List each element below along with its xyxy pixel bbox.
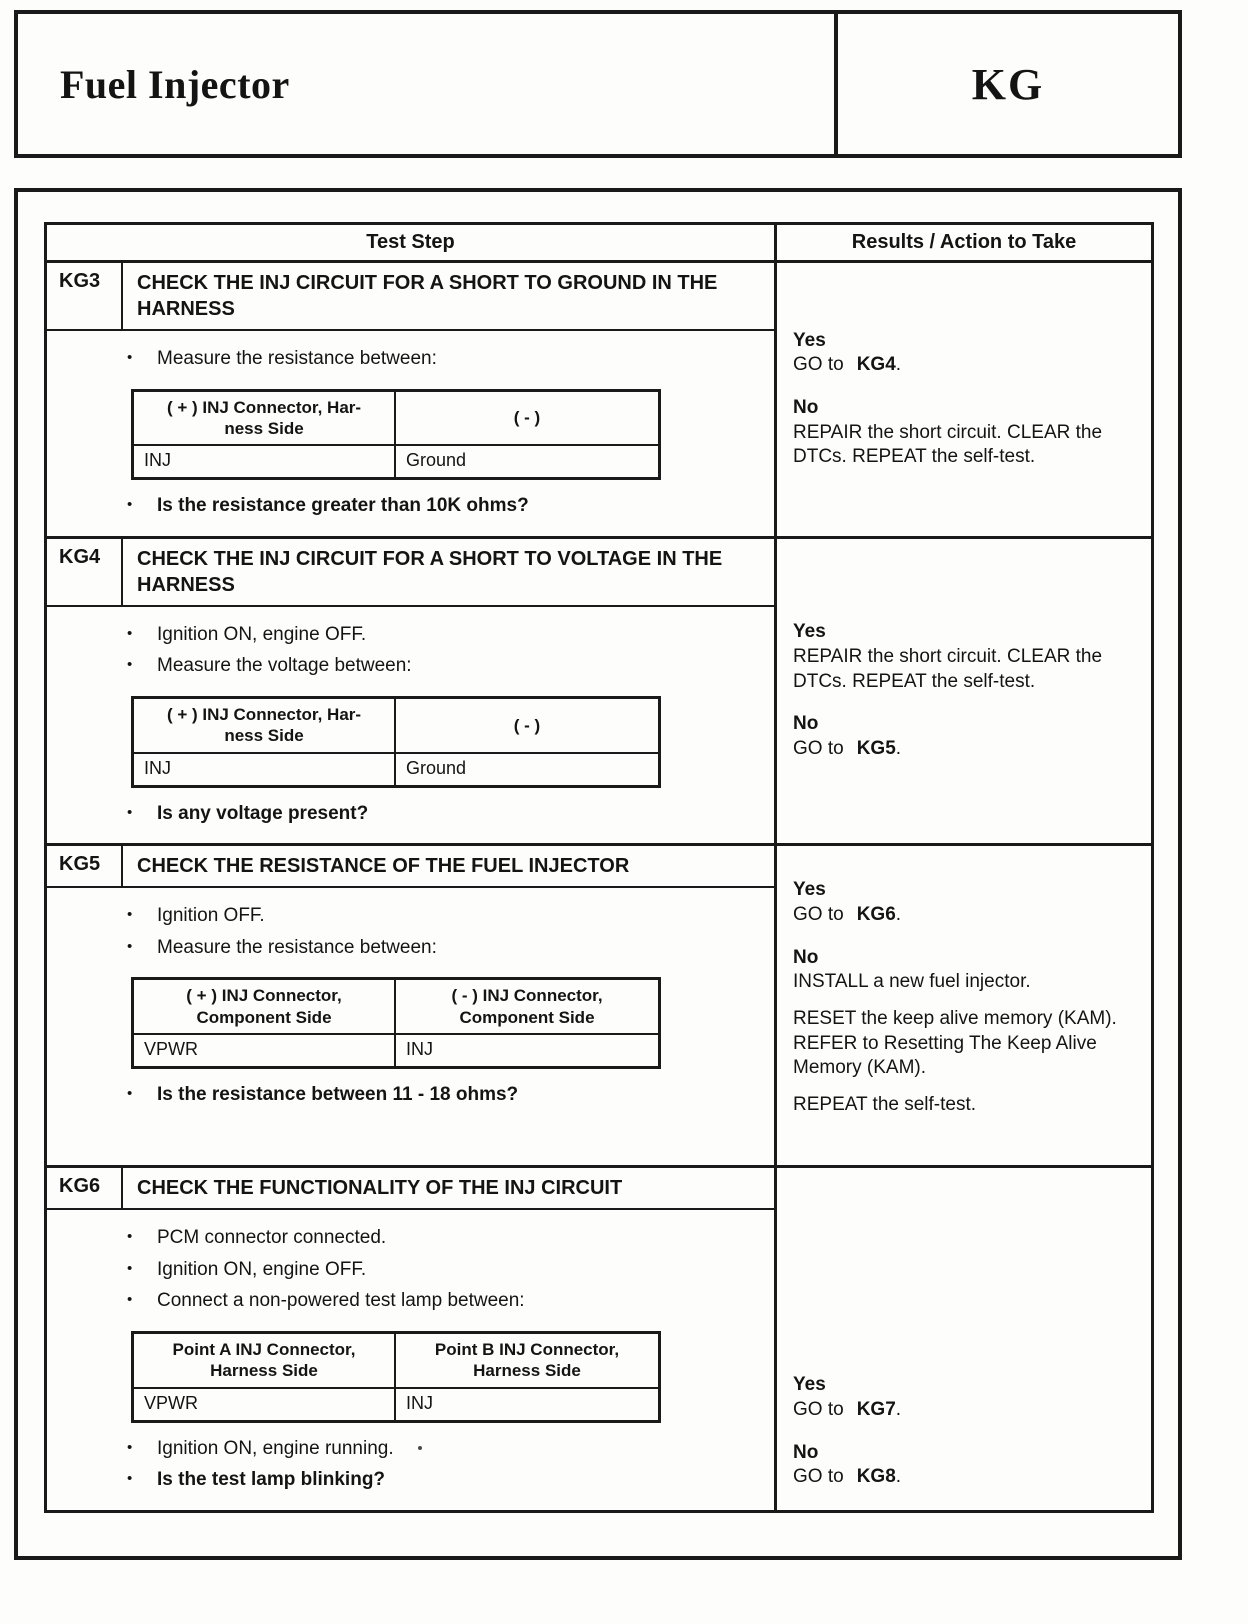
result-label: No — [793, 946, 819, 968]
result-group — [793, 396, 1135, 470]
step-text: Ignition ON, engine OFF. — [157, 1258, 367, 1280]
pin-table-header-line: Component Side — [459, 1007, 595, 1027]
result-line — [793, 1398, 1135, 1423]
pin-table-header-cell — [134, 699, 396, 752]
step-text: Connect a non-powered test lamp between: — [157, 1290, 525, 1312]
result-line — [793, 1465, 1135, 1490]
step-bullet — [47, 900, 774, 932]
pin-table-cell: INJ — [134, 754, 396, 785]
scan-artifact-dot — [418, 1446, 422, 1450]
result-text: REPEAT the self-test. — [793, 1094, 977, 1116]
result-label: Yes — [793, 621, 826, 643]
section-title-row — [47, 263, 774, 331]
result-label: No — [793, 397, 819, 419]
step-bullet — [47, 619, 774, 651]
bullet-marker: • — [127, 1228, 133, 1246]
step-text: Measure the resistance between: — [157, 348, 437, 369]
pin-table-header-cell — [134, 980, 396, 1033]
pin-table-cell: VPWR — [134, 1389, 396, 1420]
pin-table-header-cell — [134, 1334, 396, 1387]
bullet-marker: • — [127, 937, 133, 955]
pin-table-row — [134, 1389, 658, 1420]
go-prefix: GO to — [793, 1398, 844, 1420]
go-suffix: . — [895, 1466, 902, 1488]
pin-table-header-cell — [396, 699, 658, 752]
pin-table-header — [134, 392, 658, 447]
step-text: Ignition OFF. — [157, 905, 265, 927]
page-header-right — [834, 14, 1178, 154]
step-text: Ignition ON, engine running. — [157, 1437, 394, 1459]
pin-table-header-line: ( + ) INJ Connector, — [186, 986, 342, 1006]
go-target: KG7 — [856, 1398, 896, 1420]
section-title-row — [47, 846, 774, 888]
step-text: Measure the resistance between: — [157, 936, 437, 958]
result-text: REPAIR the short circuit. CLEAR the DTCs. REPEAT the self-test. — [793, 421, 1103, 468]
pin-table-header — [134, 1334, 658, 1389]
result-text: INSTALL a new fuel injector. — [793, 971, 1031, 993]
result-text: RESET the keep alive memory (KAM). REFER to Resetting The Keep Alive Memory (KAM). — [793, 1007, 1117, 1079]
go-prefix: GO to — [793, 354, 844, 376]
pin-table-header-line: ( - ) — [513, 715, 541, 735]
pin-table-header-line: Component Side — [196, 1007, 332, 1027]
test-section — [47, 1168, 1151, 1510]
result-label: No — [793, 713, 819, 735]
go-suffix: . — [895, 1398, 902, 1420]
result-line — [793, 737, 1135, 762]
pin-table-cell: Ground — [406, 757, 467, 778]
go-suffix: . — [895, 903, 902, 925]
pin-table-cell: Ground — [406, 450, 467, 471]
go-prefix: GO to — [793, 1466, 844, 1488]
result-label: No — [793, 1441, 819, 1463]
sections-host — [47, 263, 1151, 1510]
section-id: KG4 — [47, 539, 123, 605]
step-text: Is any voltage present? — [157, 802, 369, 824]
result-group — [793, 1441, 1135, 1490]
pin-table-header-line: ( - ) — [513, 408, 541, 428]
main-frame — [14, 188, 1182, 1560]
step-bullet — [47, 1079, 774, 1111]
section-content — [47, 331, 774, 536]
step-bullet — [47, 1464, 774, 1496]
results-cell — [777, 1168, 1151, 1510]
go-prefix: GO to — [793, 903, 844, 925]
result-group — [793, 620, 1135, 694]
bullet-marker: • — [127, 1084, 133, 1102]
step-bullet — [47, 932, 774, 964]
result-group — [793, 946, 1135, 1118]
results-cell — [777, 846, 1151, 1165]
pin-connector-table — [131, 977, 661, 1069]
section-title-row — [47, 539, 774, 607]
step-text: Is the test lamp blinking? — [157, 1469, 386, 1491]
result-label: Yes — [793, 879, 826, 901]
bullet-marker: • — [127, 496, 133, 514]
result-label: Yes — [793, 1374, 826, 1396]
result-line — [793, 353, 1135, 378]
go-target: KG6 — [856, 903, 896, 925]
go-target: KG5 — [856, 738, 896, 760]
step-bullet — [47, 490, 774, 522]
result-group — [793, 712, 1135, 761]
result-group — [793, 878, 1135, 927]
bullet-marker: • — [127, 803, 133, 821]
pin-connector-table — [131, 696, 661, 788]
pin-table-header-line: ( + ) INJ Connector, Har- — [166, 397, 362, 417]
pin-connector-table — [131, 1331, 661, 1423]
pin-table-header-line: Harness Side — [473, 1361, 581, 1381]
column-header-results: Results / Action to Take — [851, 231, 1077, 253]
section-id: KG6 — [47, 1168, 123, 1208]
test-step-cell — [47, 263, 777, 536]
pin-table-header-cell — [396, 980, 658, 1033]
result-line — [793, 1007, 1135, 1081]
pin-connector-table — [131, 389, 661, 481]
pin-table-row — [134, 446, 658, 477]
diagnostic-table — [44, 222, 1154, 1513]
pin-table-row — [134, 1035, 658, 1066]
section-title-row — [47, 1168, 774, 1210]
go-target: KG8 — [856, 1466, 896, 1488]
step-text: Measure the voltage between: — [157, 655, 412, 677]
pin-table-header-cell — [134, 392, 396, 445]
pin-table-header-line: Harness Side — [210, 1361, 318, 1381]
pinpoint-test-code: KG — [971, 59, 1045, 109]
step-bullet — [47, 1285, 774, 1317]
pin-table-header-cell — [396, 392, 658, 445]
pin-table-row — [134, 754, 658, 785]
go-prefix: GO to — [793, 738, 844, 760]
pin-table-header-line: Point B INJ Connector, — [434, 1340, 620, 1360]
step-bullet — [47, 650, 774, 682]
go-suffix: . — [895, 738, 902, 760]
test-step-cell — [47, 539, 777, 843]
bullet-marker: • — [127, 624, 133, 642]
test-section — [47, 263, 1151, 539]
step-text: Ignition ON, engine OFF. — [157, 623, 367, 645]
result-text: REPAIR the short circuit. CLEAR the DTCs. REPEAT the self-test. — [793, 645, 1103, 692]
result-line — [793, 903, 1135, 928]
step-text: Is the resistance between 11 - 18 ohms? — [157, 1083, 519, 1105]
test-section — [47, 539, 1151, 846]
table-header-row — [47, 225, 1151, 263]
step-text: Is the resistance greater than 10K ohms? — [157, 495, 529, 517]
bullet-marker: • — [127, 906, 133, 924]
result-line — [793, 645, 1135, 694]
result-group — [793, 329, 1135, 378]
go-suffix: . — [895, 354, 902, 376]
section-content — [47, 888, 774, 1165]
page-header-left — [18, 14, 834, 154]
result-label: Yes — [793, 329, 826, 351]
step-bullet — [47, 343, 774, 375]
page-title: Fuel Injector — [60, 61, 290, 107]
section-content — [47, 1210, 774, 1510]
pin-table-cell: INJ — [406, 1392, 433, 1413]
go-target: KG4 — [856, 354, 896, 376]
result-line — [793, 1093, 1135, 1118]
bullet-marker: • — [127, 1259, 133, 1277]
section-title: CHECK THE FUNCTIONALITY OF THE INJ CIRCUIT — [137, 1177, 623, 1200]
step-bullet — [47, 1222, 774, 1254]
test-step-cell — [47, 1168, 777, 1510]
bullet-marker: • — [127, 1438, 133, 1456]
pin-table-header-cell — [396, 1334, 658, 1387]
pin-table-header — [134, 980, 658, 1035]
pin-table-header-line: ( + ) INJ Connector, Har- — [166, 705, 362, 725]
results-cell — [777, 263, 1151, 536]
result-line — [793, 970, 1135, 995]
page-header — [14, 10, 1182, 158]
bullet-marker: • — [127, 656, 133, 674]
pin-table-header-line: Point A INJ Connector, — [172, 1340, 356, 1360]
result-line — [793, 421, 1135, 470]
pin-table-cell: INJ — [134, 446, 396, 477]
section-content — [47, 607, 774, 843]
step-text: PCM connector connected. — [157, 1227, 387, 1249]
step-bullet — [47, 1433, 774, 1465]
section-id: KG5 — [47, 846, 123, 886]
pin-table-header-line: ( - ) INJ Connector, — [451, 986, 603, 1006]
pin-table-header-line: ness Side — [224, 418, 304, 438]
section-id: KG3 — [47, 263, 123, 329]
step-bullet — [47, 798, 774, 830]
column-header-test-step: Test Step — [47, 225, 777, 260]
pin-table-cell: INJ — [406, 1038, 433, 1059]
bullet-marker: • — [127, 1291, 133, 1309]
section-title: CHECK THE RESISTANCE OF THE FUEL INJECTOR — [137, 855, 630, 878]
pin-table-header — [134, 699, 658, 754]
pin-table-cell: VPWR — [134, 1035, 396, 1066]
test-step-cell — [47, 846, 777, 1165]
pin-table-header-line: ness Side — [224, 726, 304, 746]
section-title: CHECK THE INJ CIRCUIT FOR A SHORT TO GROUND IN THE HARNESS — [137, 272, 718, 320]
bullet-marker: • — [127, 1470, 133, 1488]
step-bullet — [47, 1254, 774, 1286]
result-group — [793, 1373, 1135, 1422]
section-title: CHECK THE INJ CIRCUIT FOR A SHORT TO VOLTAGE IN THE HARNESS — [137, 547, 723, 596]
bullet-marker: • — [127, 349, 133, 366]
test-section — [47, 846, 1151, 1168]
results-cell — [777, 539, 1151, 843]
